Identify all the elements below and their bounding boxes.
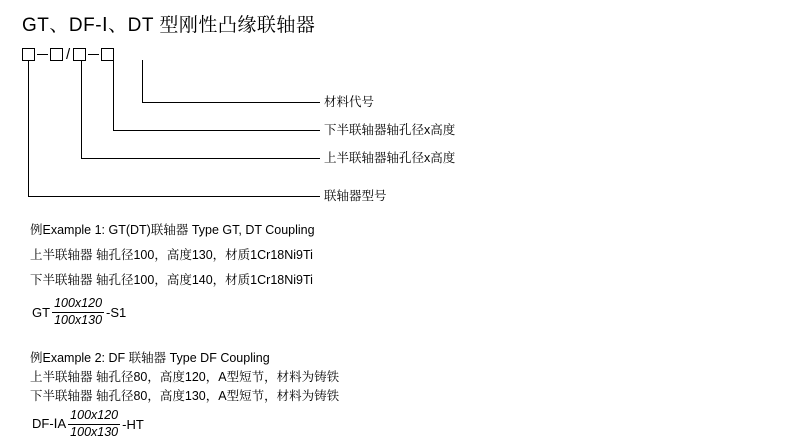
callout-label-lower-coupling: 下半联轴器轴孔径x高度 xyxy=(324,123,456,137)
example-1-formula-numerator: 100x120 xyxy=(52,297,104,313)
code-box-1 xyxy=(22,48,35,61)
callout-label-material-code: 材料代号 xyxy=(324,95,375,109)
example-1-formula xyxy=(32,297,126,328)
code-box-3 xyxy=(73,48,86,61)
example-1-formula-fraction xyxy=(52,297,104,328)
page-title: GT、DF-Ⅰ、DT 型刚性凸缘联轴器 xyxy=(22,15,316,36)
example-2-formula-suffix: -HT xyxy=(122,416,144,432)
example-2-heading: 例Example 2: DF 联轴器 Type DF Coupling xyxy=(30,351,270,365)
callout-label-upper-coupling: 上半联轴器轴孔径x高度 xyxy=(324,151,456,165)
example-2-line-1: 上半联轴器 轴孔径80，高度120，A型短节，材料为铸铁 xyxy=(30,370,340,384)
code-box-4 xyxy=(101,48,114,61)
example-2-line-2: 下半联轴器 轴孔径80，高度130，A型短节，材料为铸铁 xyxy=(30,389,340,403)
code-box-2 xyxy=(50,48,63,61)
example-1-formula-suffix: -S1 xyxy=(106,304,127,320)
example-2-formula xyxy=(32,409,144,440)
callout-label-coupling-model: 联轴器型号 xyxy=(324,189,387,203)
example-1-formula-prefix: GT xyxy=(32,304,51,320)
example-2-formula-prefix: DF-ⅠA xyxy=(32,416,67,432)
example-1-heading: 例Example 1: GT(DT)联轴器 Type GT, DT Coupling xyxy=(30,223,315,237)
example-1-line-1: 上半联轴器 轴孔径100，高度130，材质1Cr18Ni9Ti xyxy=(30,248,313,262)
code-dash-1 xyxy=(37,54,48,55)
example-2-formula-denominator: 100x130 xyxy=(70,424,119,439)
example-1-line-2: 下半联轴器 轴孔径100，高度140，材质1Cr18Ni9Ti xyxy=(30,273,313,287)
example-2-formula-numerator: 100x120 xyxy=(68,409,120,425)
code-slash: / xyxy=(66,45,71,63)
code-dash-2 xyxy=(88,54,99,55)
callout-line-coupling-model xyxy=(28,60,320,197)
example-1-formula-denominator: 100x130 xyxy=(54,312,103,327)
example-2-formula-fraction xyxy=(68,409,120,440)
